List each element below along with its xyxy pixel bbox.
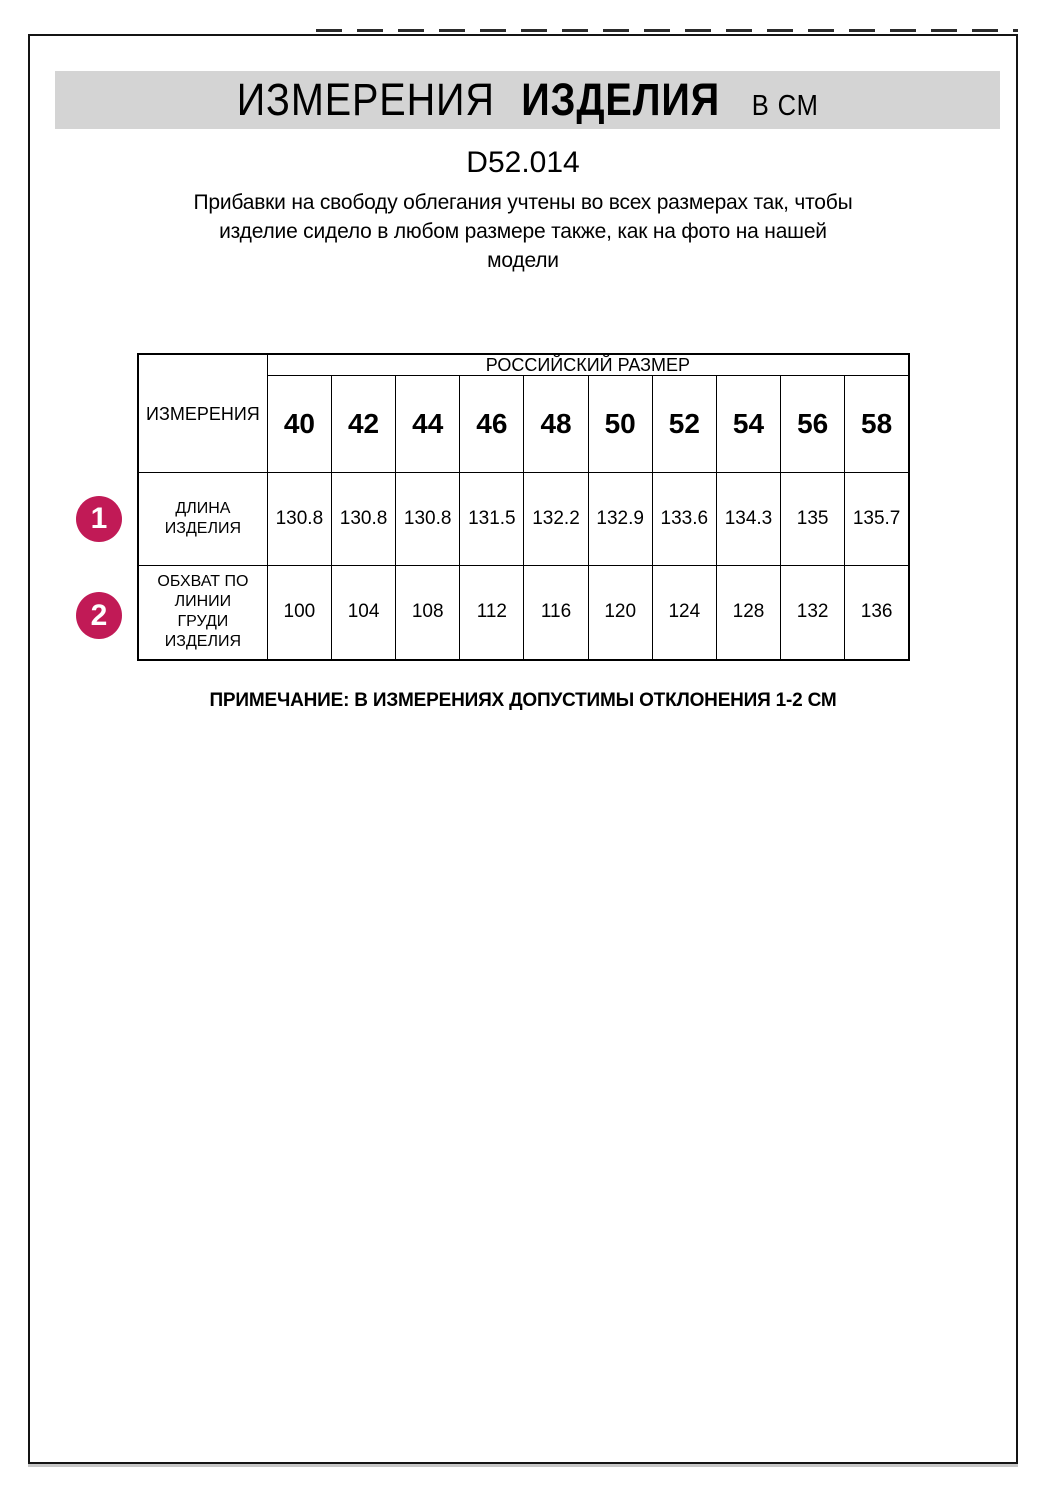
chest-value: 132 xyxy=(781,566,845,660)
title-banner xyxy=(55,71,1000,129)
size-header: 56 xyxy=(781,376,845,473)
size-header: 42 xyxy=(331,376,395,473)
length-value: 135 xyxy=(781,473,845,566)
size-header: 52 xyxy=(652,376,716,473)
length-value: 132.2 xyxy=(524,473,588,566)
length-value: 133.6 xyxy=(652,473,716,566)
tolerance-note: ПРИМЕЧАНИЕ: В ИЗМЕРЕНИЯХ ДОПУСТИМЫ ОТКЛОНЕНИЯ 1-2 СМ xyxy=(209,690,837,711)
fit-description-line-2: изделие сидело в любом размере также, как на фото на нашей xyxy=(219,220,827,243)
length-value: 130.8 xyxy=(267,473,331,566)
row-label-chest: ОБХВАТ ПО ЛИНИИ ГРУДИ ИЗДЕЛИЯ xyxy=(138,566,267,660)
row-label-length: ДЛИНА ИЗДЕЛИЯ xyxy=(138,473,267,566)
length-value: 132.9 xyxy=(588,473,652,566)
fit-description-line-1: Прибавки на свободу облегания учтены во всех размерах так, чтобы xyxy=(193,191,853,214)
chest-value: 116 xyxy=(524,566,588,660)
corner-header-measurements: ИЗМЕРЕНИЯ xyxy=(138,354,267,473)
length-value: 130.8 xyxy=(331,473,395,566)
title-word-product: ИЗДЕЛИЯ xyxy=(521,74,720,125)
size-measurements-table xyxy=(137,353,910,661)
table-row-length xyxy=(138,473,909,566)
chest-value: 112 xyxy=(460,566,524,660)
chest-value: 100 xyxy=(267,566,331,660)
page-title xyxy=(236,74,818,126)
title-word-measurements: ИЗМЕРЕНИЯ xyxy=(236,74,495,125)
title-unit-cm: В СМ xyxy=(751,90,819,122)
row-marker-1 xyxy=(76,496,122,542)
chest-value: 104 xyxy=(331,566,395,660)
chest-value: 108 xyxy=(396,566,460,660)
chest-value: 136 xyxy=(845,566,909,660)
chest-value: 128 xyxy=(716,566,780,660)
size-header: 54 xyxy=(716,376,780,473)
size-header: 40 xyxy=(267,376,331,473)
size-header: 58 xyxy=(845,376,909,473)
row-marker-1-number: 1 xyxy=(90,502,108,535)
group-header-russian-size: РОССИЙСКИЙ РАЗМЕР xyxy=(267,354,909,376)
length-value: 131.5 xyxy=(460,473,524,566)
length-value: 134.3 xyxy=(716,473,780,566)
fit-description-line-3: модели xyxy=(487,249,559,272)
model-number: D52.014 xyxy=(466,146,580,179)
chest-value: 120 xyxy=(588,566,652,660)
row-marker-2 xyxy=(76,592,122,639)
size-header: 46 xyxy=(460,376,524,473)
scan-dash-artifact xyxy=(316,29,1018,32)
table-row-chest xyxy=(138,566,909,660)
row-marker-2-number: 2 xyxy=(90,598,108,632)
chest-value: 124 xyxy=(652,566,716,660)
size-header: 50 xyxy=(588,376,652,473)
length-value: 130.8 xyxy=(396,473,460,566)
fit-description xyxy=(28,188,1018,275)
size-header: 48 xyxy=(524,376,588,473)
length-value: 135.7 xyxy=(845,473,909,566)
size-header: 44 xyxy=(396,376,460,473)
